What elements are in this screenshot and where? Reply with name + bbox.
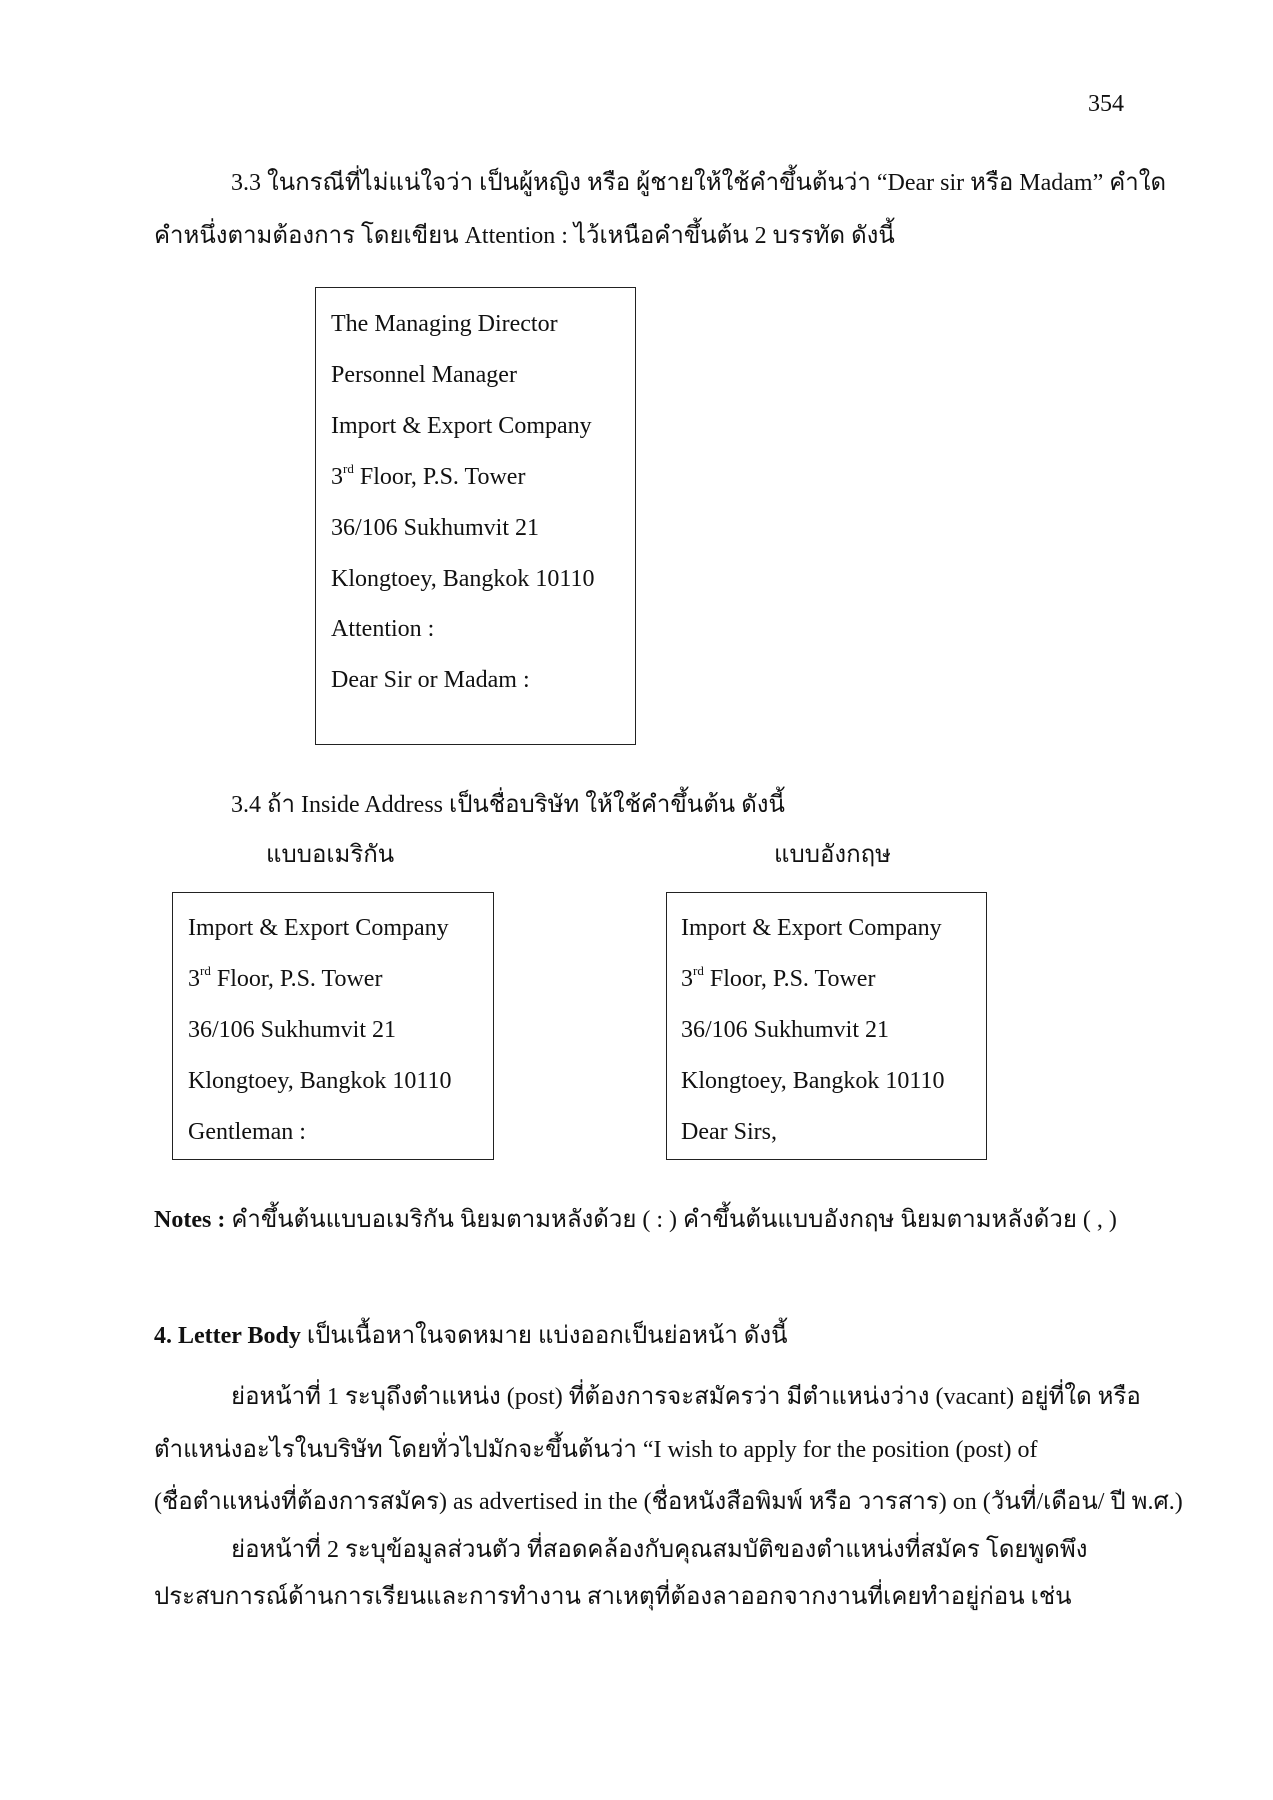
paragraph-line: (ชื่อตำแหน่งที่ต้องการสมัคร) as advertised in the (ชื่อหนังสือพิมพ์ หรือ วารสาร) on (วันที่/เดือน/ ปี พ.ศ.) xyxy=(154,1489,1183,1515)
floor-text: Floor, P.S. Tower xyxy=(353,464,526,490)
american-line xyxy=(188,964,382,994)
floor-number: 3 xyxy=(188,966,200,992)
american-line: Gentleman : xyxy=(188,1119,306,1145)
british-line xyxy=(681,964,875,994)
box1-line: The Managing Director xyxy=(331,311,558,337)
floor-number: 3 xyxy=(681,966,693,992)
page-number: 354 xyxy=(1088,91,1124,117)
box1-line: Personnel Manager xyxy=(331,362,517,388)
box1-line: Klongtoey, Bangkok 10110 xyxy=(331,566,595,592)
section-3-3-line1: 3.3 ในกรณีที่ไม่แน่ใจว่า เป็นผู้หญิง หรือ ผู้ชายให้ใช้คำขึ้นต้นว่า “Dear sir หรือ Madam” คำใด xyxy=(231,170,1167,196)
american-line: 36/106 Sukhumvit 21 xyxy=(188,1017,397,1043)
ordinal-suffix: rd xyxy=(343,461,354,476)
ordinal-suffix: rd xyxy=(693,963,704,978)
paragraph-line: ย่อหน้าที่ 1 ระบุถึงตำแหน่ง (post) ที่ต้องการจะสมัครว่า มีตำแหน่งว่าง (vacant) อยู่ที่ใด หรือ xyxy=(231,1384,1141,1410)
paragraph-line: ตำแหน่งอะไรในบริษัท โดยทั่วไปมักจะขึ้นต้นว่า “I wish to apply for the position (post) of xyxy=(154,1437,1038,1463)
british-line: Import & Export Company xyxy=(681,915,942,941)
floor-number: 3 xyxy=(331,464,343,490)
american-line: Klongtoey, Bangkok 10110 xyxy=(188,1068,452,1094)
floor-text: Floor, P.S. Tower xyxy=(210,966,383,992)
section-3-4-line: 3.4 ถ้า Inside Address เป็นชื่อบริษัท ให้ใช้คำขึ้นต้น ดังนี้ xyxy=(231,792,785,818)
british-line: Klongtoey, Bangkok 10110 xyxy=(681,1068,945,1094)
notes-text: คำขึ้นต้นแบบอเมริกัน นิยมตามหลังด้วย ( : ) คำขึ้นต้นแบบอังกฤษ นิยมตามหลังด้วย ( , ) xyxy=(225,1207,1117,1233)
box1-line: 36/106 Sukhumvit 21 xyxy=(331,515,540,541)
box1-line: Attention : xyxy=(331,616,435,642)
notes-line xyxy=(154,1205,1117,1235)
paragraph-line: ย่อหน้าที่ 2 ระบุข้อมูลส่วนตัว ที่สอดคล้องกับคุณสมบัติของตำแหน่งที่สมัคร โดยพูดพึง xyxy=(231,1537,1088,1563)
section-4-heading xyxy=(154,1321,788,1351)
british-line: 36/106 Sukhumvit 21 xyxy=(681,1017,890,1043)
section-4-title: 4. Letter Body xyxy=(154,1323,301,1349)
box1-line: Import & Export Company xyxy=(331,413,592,439)
notes-label: Notes : xyxy=(154,1207,226,1233)
british-line: Dear Sirs, xyxy=(681,1119,777,1145)
box1-line xyxy=(331,462,525,492)
american-line: Import & Export Company xyxy=(188,915,449,941)
american-style-label: แบบอเมริกัน xyxy=(266,842,395,868)
box1-line: Dear Sir or Madam : xyxy=(331,667,530,693)
paragraph-line: ประสบการณ์ด้านการเรียนและการทำงาน สาเหตุที่ต้องลาออกจากงานที่เคยทำอยู่ก่อน เช่น xyxy=(154,1584,1072,1610)
section-4-desc: เป็นเนื้อหาในจดหมาย แบ่งออกเป็นย่อหน้า ดังนี้ xyxy=(300,1323,788,1349)
british-style-label: แบบอังกฤษ xyxy=(774,842,891,868)
ordinal-suffix: rd xyxy=(200,963,211,978)
section-3-3-line2: คำหนึ่งตามต้องการ โดยเขียน Attention : ไว้เหนือคำขึ้นต้น 2 บรรทัด ดังนี้ xyxy=(154,223,895,249)
floor-text: Floor, P.S. Tower xyxy=(703,966,876,992)
